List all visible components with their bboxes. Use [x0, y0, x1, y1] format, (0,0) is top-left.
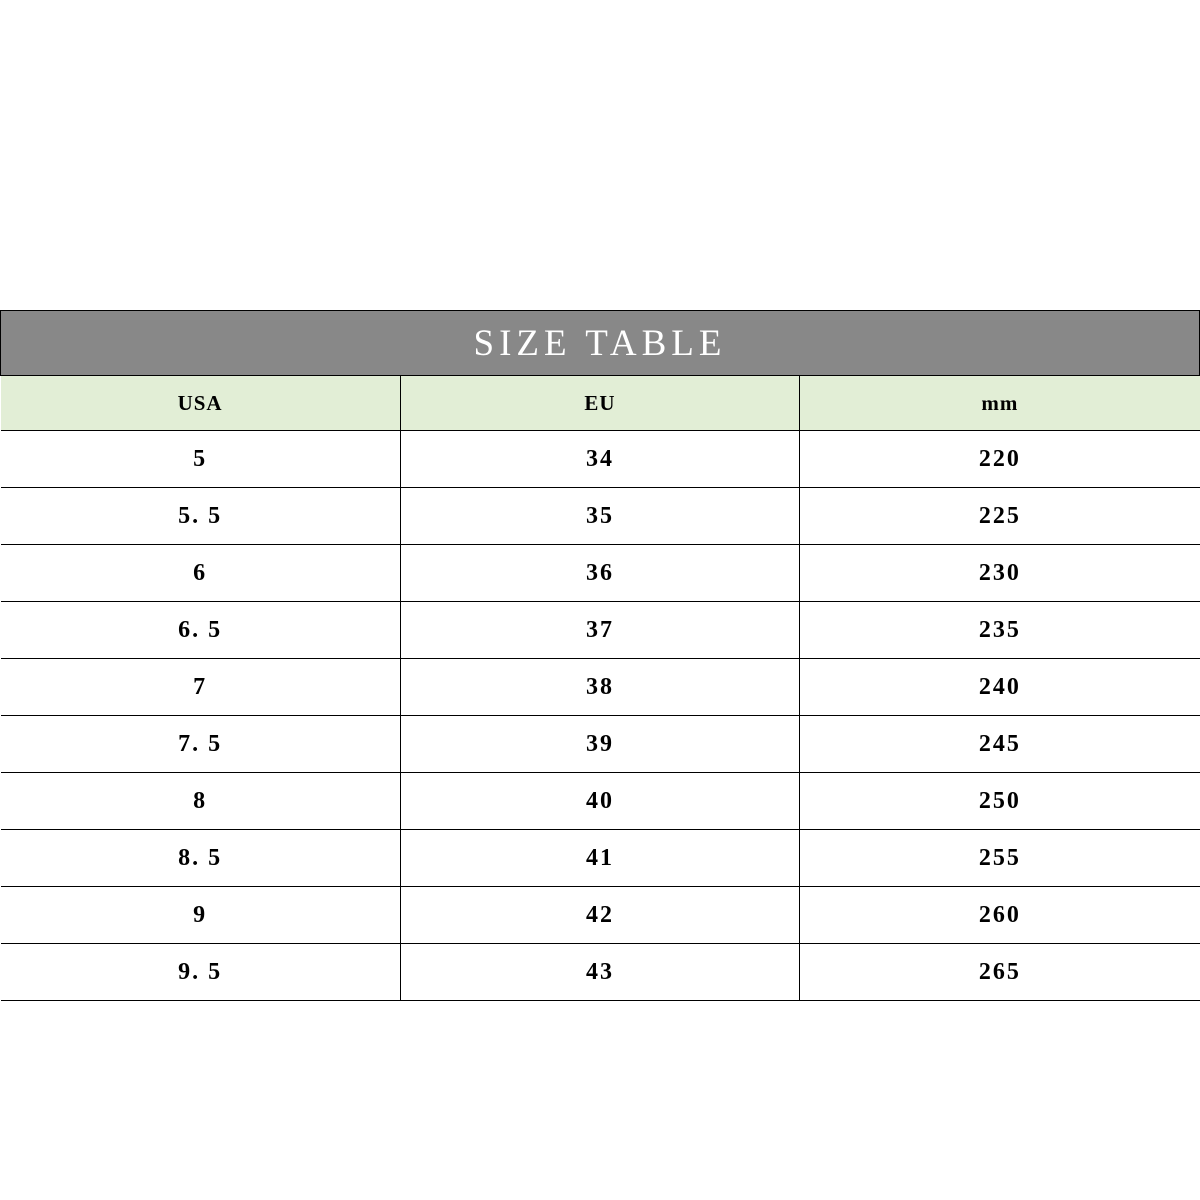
table-row [1, 602, 1200, 659]
cell-mm: 235 [800, 602, 1200, 659]
table-row [1, 716, 1200, 773]
size-table-container [0, 310, 1200, 1001]
cell-eu: 43 [400, 944, 800, 1001]
cell-usa: 7 [1, 659, 401, 716]
table-row [1, 830, 1200, 887]
cell-mm: 255 [800, 830, 1200, 887]
table-row [1, 773, 1200, 830]
cell-eu: 42 [400, 887, 800, 944]
cell-usa: 7. 5 [1, 716, 401, 773]
cell-usa: 5 [1, 431, 401, 488]
table-header-row [1, 376, 1200, 431]
cell-usa: 6 [1, 545, 401, 602]
size-table [0, 310, 1200, 1001]
cell-mm: 230 [800, 545, 1200, 602]
cell-eu: 37 [400, 602, 800, 659]
cell-eu: 41 [400, 830, 800, 887]
cell-eu: 40 [400, 773, 800, 830]
cell-mm: 265 [800, 944, 1200, 1001]
column-header-usa: USA [1, 376, 401, 431]
cell-usa: 8. 5 [1, 830, 401, 887]
cell-mm: 260 [800, 887, 1200, 944]
cell-usa: 8 [1, 773, 401, 830]
table-title: SIZE TABLE [1, 311, 1200, 376]
table-row [1, 431, 1200, 488]
cell-mm: 240 [800, 659, 1200, 716]
cell-eu: 35 [400, 488, 800, 545]
cell-eu: 39 [400, 716, 800, 773]
cell-usa: 6. 5 [1, 602, 401, 659]
table-row [1, 659, 1200, 716]
table-row [1, 944, 1200, 1001]
cell-eu: 36 [400, 545, 800, 602]
table-row [1, 488, 1200, 545]
column-header-mm: mm [800, 376, 1200, 431]
table-row [1, 545, 1200, 602]
cell-mm: 245 [800, 716, 1200, 773]
table-title-row [1, 311, 1200, 376]
column-header-eu: EU [400, 376, 800, 431]
cell-usa: 5. 5 [1, 488, 401, 545]
table-row [1, 887, 1200, 944]
cell-mm: 225 [800, 488, 1200, 545]
cell-usa: 9 [1, 887, 401, 944]
cell-usa: 9. 5 [1, 944, 401, 1001]
cell-eu: 38 [400, 659, 800, 716]
cell-mm: 220 [800, 431, 1200, 488]
cell-eu: 34 [400, 431, 800, 488]
cell-mm: 250 [800, 773, 1200, 830]
